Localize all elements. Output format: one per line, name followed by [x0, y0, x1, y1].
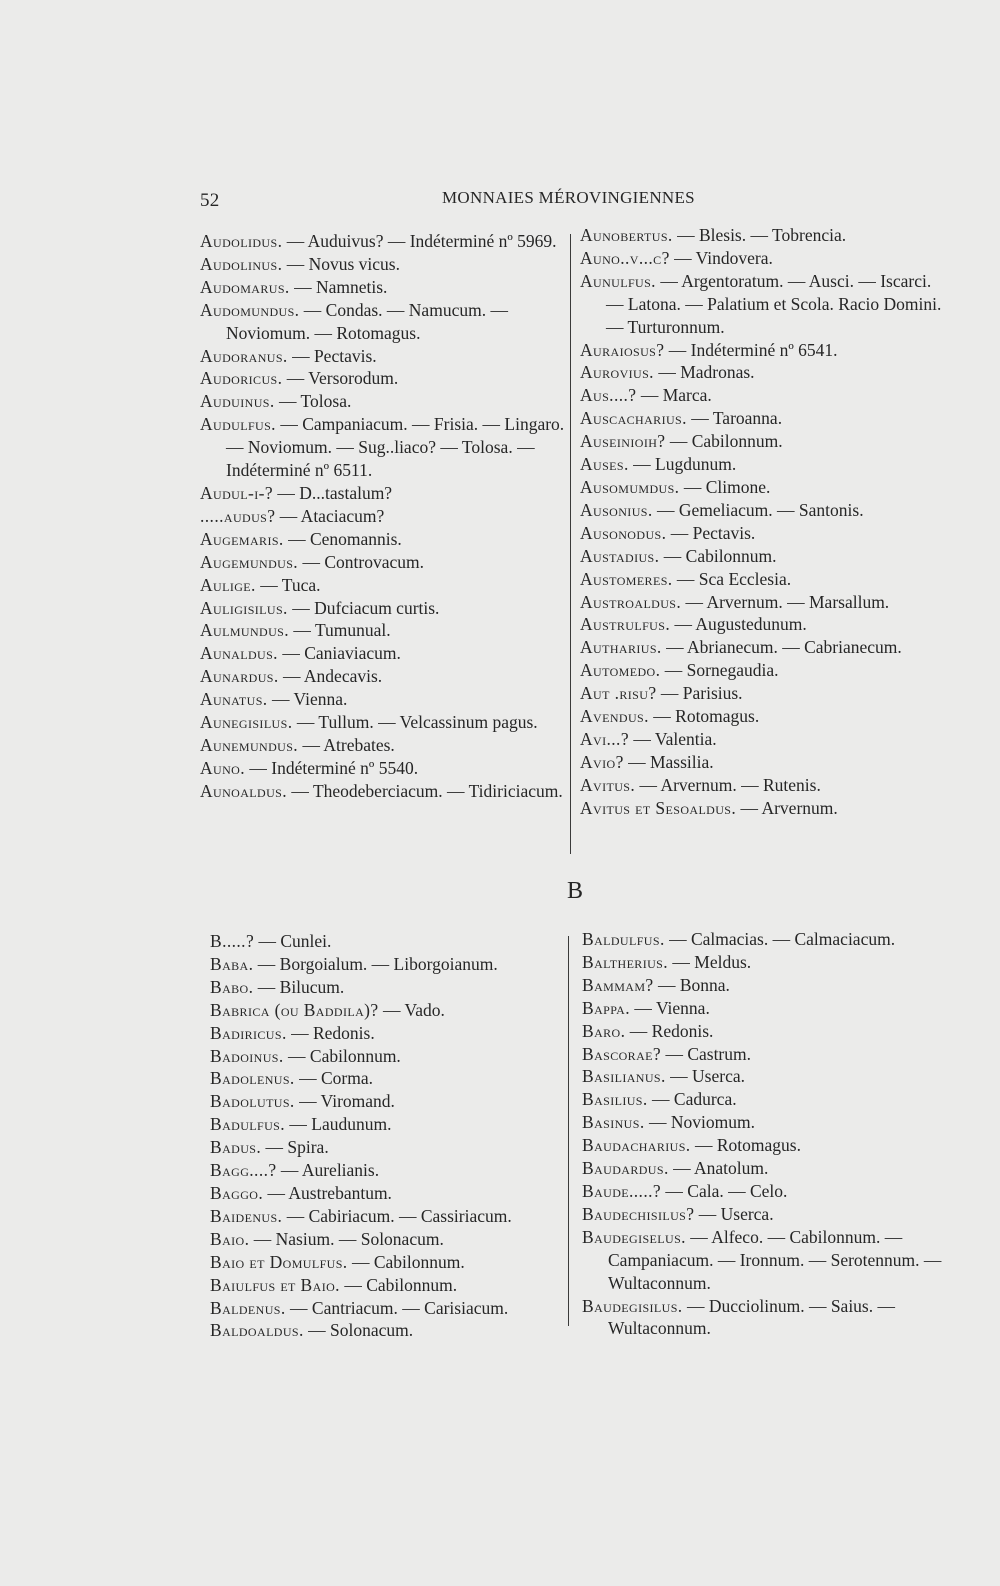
column-b-entries	[580, 224, 945, 820]
mint-locations: — Bonna.	[653, 974, 730, 995]
index-entry	[582, 1157, 947, 1180]
moneyer-name: Baldenus.	[210, 1297, 286, 1318]
mint-locations: — Augustedunum.	[670, 614, 807, 635]
index-entry	[200, 551, 570, 574]
mint-locations: — Theodeberciacum. — Tidiriciacum.	[287, 780, 563, 801]
moneyer-name: Aunatus.	[200, 689, 268, 710]
mint-locations: — Cunlei.	[254, 931, 332, 951]
index-entry	[582, 928, 947, 951]
moneyer-name: Bascorae?	[582, 1043, 662, 1064]
index-entry	[580, 476, 945, 499]
mint-locations: — Austrebantum.	[263, 1182, 392, 1203]
moneyer-name: Baudegisilus.	[582, 1295, 683, 1316]
mint-locations: — Sornegaudia.	[660, 660, 779, 681]
index-entry	[200, 528, 570, 551]
index-entry	[200, 734, 570, 757]
mint-locations: — Tuca.	[255, 574, 321, 595]
column-a-entries	[200, 230, 570, 803]
moneyer-name: Audul-i-?	[200, 482, 273, 503]
index-entry	[582, 1203, 947, 1226]
moneyer-name: Auno.	[200, 757, 246, 778]
moneyer-name: Auseinioih?	[580, 431, 666, 452]
moneyer-name: Bammam?	[582, 974, 654, 995]
mint-locations: — Userca.	[694, 1203, 774, 1224]
index-entry	[210, 1136, 580, 1159]
mint-locations: — Indéterminé nº 6541.	[664, 339, 838, 360]
index-entry	[580, 568, 945, 591]
index-entry	[210, 953, 580, 976]
moneyer-name: B.....?	[210, 931, 255, 951]
mint-locations: — Arvernum. — Marsallum.	[681, 591, 890, 612]
mint-locations: — Redonis.	[286, 1022, 375, 1043]
moneyer-name: Baudardus.	[582, 1158, 669, 1179]
index-entry	[582, 1088, 947, 1111]
moneyer-name: Autharius.	[580, 637, 662, 658]
mint-locations: — Cantriacum. — Carisiacum.	[285, 1297, 509, 1318]
index-entry	[580, 361, 945, 384]
mint-locations: — Laudunum.	[285, 1114, 392, 1135]
moneyer-name: Badoinus.	[210, 1045, 284, 1066]
mint-locations: — Spira.	[261, 1137, 329, 1158]
index-entry	[580, 728, 945, 751]
page-number: 52	[200, 190, 220, 211]
index-entry	[210, 1159, 580, 1182]
moneyer-name: Auraiosus?	[580, 339, 665, 360]
mint-locations: — Abrianecum. — Cabrianecum.	[661, 637, 902, 658]
index-entry	[200, 642, 570, 665]
moneyer-name: Austrulfus.	[580, 614, 671, 635]
moneyer-name: Aulige.	[200, 574, 256, 595]
moneyer-name: Augemundus.	[200, 551, 299, 572]
index-entry	[210, 1251, 580, 1274]
moneyer-name: Audomundus.	[200, 299, 300, 320]
moneyer-name: Auduinus.	[200, 391, 275, 412]
mint-locations: — Borgoialum. — Liborgoianum.	[253, 953, 498, 974]
mint-locations: — D...tastalum?	[273, 482, 393, 503]
index-entry	[582, 1065, 947, 1088]
mint-locations: — Userca.	[665, 1066, 745, 1087]
index-entry	[580, 384, 945, 407]
index-entry	[582, 1226, 947, 1295]
moneyer-name: Aunegisilus.	[200, 712, 293, 733]
moneyer-name: Avitus.	[580, 774, 636, 795]
moneyer-name: Aus....?	[580, 385, 637, 406]
running-title: MONNAIES MÉROVINGIENNES	[442, 188, 695, 207]
moneyer-name: Ausomumdus.	[580, 476, 680, 497]
index-entry	[210, 1182, 580, 1205]
mint-locations: — Blesis. — Tobrencia.	[672, 225, 847, 245]
mint-locations: — Arvernum. — Rutenis.	[635, 774, 821, 795]
moneyer-name: Audolidus.	[200, 231, 283, 251]
moneyer-name: Avitus et Sesoaldus.	[580, 797, 737, 818]
mint-locations: — Massilia.	[623, 751, 714, 772]
index-entry	[580, 224, 945, 247]
mint-locations: — Vienna.	[630, 997, 710, 1018]
index-entry	[200, 299, 570, 345]
moneyer-name: Aunoaldus.	[200, 780, 288, 801]
moneyer-name: Baltherius.	[582, 951, 669, 972]
moneyer-name: Aut .risu?	[580, 683, 657, 704]
mint-locations: — Marca.	[636, 385, 712, 406]
mint-locations: — Cabilonnum.	[347, 1251, 465, 1272]
mint-locations: — Aurelianis.	[276, 1160, 380, 1181]
moneyer-name: Audomarus.	[200, 276, 290, 297]
index-entry	[200, 574, 570, 597]
index-entry	[582, 1020, 947, 1043]
index-entry	[582, 974, 947, 997]
mint-locations: — Indéterminé nº 5540.	[245, 757, 419, 778]
mint-locations: — Cadurca.	[647, 1089, 737, 1110]
mint-locations: — Solonacum.	[303, 1320, 414, 1341]
moneyer-name: Baio.	[210, 1228, 250, 1249]
index-entry	[580, 247, 945, 270]
column-divider-bottom	[568, 936, 569, 1326]
moneyer-name: Audoranus.	[200, 345, 288, 366]
mint-locations: — Dufciacum curtis.	[287, 597, 440, 618]
mint-locations: — Taroanna.	[686, 408, 783, 429]
index-entry	[200, 367, 570, 390]
mint-locations: — Campaniacum. — Frisia. — Lingaro. — Noviomum. — Sug..liaco? — Tolosa. — Indéterminé nº 6511.	[226, 414, 565, 481]
index-entry	[200, 482, 570, 505]
moneyer-name: Aulmundus.	[200, 620, 290, 641]
index-entry	[210, 1319, 580, 1342]
index-entry	[200, 413, 570, 482]
index-entry	[582, 1043, 947, 1066]
index-entry	[580, 774, 945, 797]
index-entry	[582, 1295, 947, 1341]
index-entry	[580, 499, 945, 522]
moneyer-name: Babo.	[210, 976, 254, 997]
moneyer-name: Auscacharius.	[580, 408, 687, 429]
moneyer-name: Audolinus.	[200, 253, 283, 274]
moneyer-name: Aunemundus.	[200, 734, 299, 755]
mint-locations: — Anatolum.	[668, 1158, 769, 1179]
moneyer-name: Austomeres.	[580, 568, 673, 589]
index-entry	[210, 1067, 580, 1090]
mint-locations: — Tumunual.	[289, 620, 391, 641]
index-entry	[200, 665, 570, 688]
moneyer-name: Baidenus.	[210, 1205, 283, 1226]
mint-locations: — Condas. — Namucum. — Noviomum. — Rotomagus.	[226, 299, 508, 343]
moneyer-name: Automedo.	[580, 660, 661, 681]
index-entry	[200, 345, 570, 368]
mint-locations: — Climone.	[679, 476, 771, 497]
index-entry	[200, 780, 570, 803]
mint-locations: — Vienna.	[267, 689, 348, 710]
moneyer-name: Aunaldus.	[200, 643, 278, 664]
moneyer-name: .....audus?	[200, 505, 276, 526]
mint-locations: — Calmacias. — Calmaciacum.	[664, 929, 896, 949]
mint-locations: — Tullum. — Velcassinum pagus.	[292, 712, 538, 733]
index-entry	[210, 1113, 580, 1136]
moneyer-name: Badiricus.	[210, 1022, 287, 1043]
mint-locations: — Ducciolinum. — Saius. — Wultaconnum.	[608, 1295, 895, 1339]
moneyer-name: Baio et Domulfus.	[210, 1251, 348, 1272]
moneyer-name: Baba.	[210, 953, 254, 974]
moneyer-name: Baldoaldus.	[210, 1320, 304, 1341]
index-entry	[580, 545, 945, 568]
mint-locations: — Argentoratum. — Ausci. — Iscarci. — Latona. — Palatium et Scola. Racio Domini. — Turturonnum.	[606, 270, 942, 337]
moneyer-name: Badolenus.	[210, 1068, 295, 1089]
index-entry	[580, 407, 945, 430]
mint-locations: — Cabilonnum.	[339, 1274, 458, 1295]
moneyer-name: Basilianus.	[582, 1066, 666, 1087]
mint-locations: — Viromand.	[294, 1091, 395, 1112]
mint-locations: — Controvacum.	[298, 551, 424, 572]
moneyer-name: Badolutus.	[210, 1091, 295, 1112]
index-entry	[200, 711, 570, 734]
moneyer-name: Avendus.	[580, 706, 649, 727]
moneyer-name: Baggo.	[210, 1182, 264, 1203]
index-entry	[580, 522, 945, 545]
moneyer-name: Baudechisilus?	[582, 1203, 695, 1224]
page-header	[200, 186, 700, 216]
mint-locations: — Andecavis.	[278, 666, 383, 687]
index-entry	[200, 688, 570, 711]
index-entry	[580, 270, 945, 339]
index-entry	[580, 591, 945, 614]
index-entry	[582, 1134, 947, 1157]
mint-locations: — Tolosa.	[274, 391, 352, 412]
index-entry	[582, 1180, 947, 1203]
index-entry	[580, 613, 945, 636]
moneyer-name: Baldulfus.	[582, 929, 665, 949]
mint-locations: — Lugdunum.	[628, 454, 737, 475]
mint-locations: — Cabiriacum. — Cassiriacum.	[282, 1205, 512, 1226]
mint-locations: — Cabilonnum.	[283, 1045, 401, 1066]
index-entry	[580, 705, 945, 728]
mint-locations: — Cabilonnum.	[665, 431, 783, 452]
mint-locations: — Vado.	[378, 999, 445, 1020]
index-entry	[580, 339, 945, 362]
index-entry	[200, 757, 570, 780]
column-d-entries	[582, 928, 947, 1340]
mint-locations: — Novus vicus.	[282, 253, 400, 274]
index-entry	[210, 930, 580, 953]
mint-locations: — Alfeco. — Cabilonnum. — Campaniacum. — Ironnum. — Serotennum. — Wultaconnum.	[608, 1226, 942, 1293]
moneyer-name: Auno..v...c?	[580, 247, 670, 268]
moneyer-name: Baude.....?	[582, 1180, 662, 1201]
mint-locations: — Cala. — Celo.	[661, 1180, 788, 1201]
moneyer-name: Basilius.	[582, 1089, 648, 1110]
index-entry	[580, 797, 945, 820]
mint-locations: — Ataciacum?	[275, 505, 385, 526]
moneyer-name: Babrica (ou Baddila)?	[210, 999, 379, 1020]
moneyer-name: Aunobertus.	[580, 225, 673, 245]
mint-locations: — Meldus.	[668, 951, 752, 972]
index-entry	[580, 453, 945, 476]
mint-locations: — Sca Ecclesia.	[672, 568, 792, 589]
mint-locations: — Pectavis.	[666, 522, 756, 543]
moneyer-name: Aurovius.	[580, 362, 654, 383]
index-entry	[210, 999, 580, 1022]
moneyer-name: Ausonius.	[580, 499, 653, 520]
column-c-entries	[210, 930, 580, 1342]
mint-locations: — Nasium. — Solonacum.	[249, 1228, 444, 1249]
index-entry	[210, 1045, 580, 1068]
index-entry	[582, 951, 947, 974]
mint-locations: — Castrum.	[661, 1043, 751, 1064]
mint-locations: — Rotomagus.	[690, 1135, 801, 1156]
mint-locations: — Valentia.	[629, 728, 717, 749]
moneyer-name: Austadius.	[580, 545, 660, 566]
index-entry	[580, 751, 945, 774]
mint-locations: — Vindovera.	[669, 247, 773, 268]
moneyer-name: Avio?	[580, 751, 624, 772]
moneyer-name: Baiulfus et Baio.	[210, 1274, 340, 1295]
index-entry	[210, 1274, 580, 1297]
mint-locations: — Noviomum.	[644, 1112, 755, 1133]
index-entry	[200, 619, 570, 642]
mint-locations: — Atrebates.	[298, 734, 395, 755]
mint-locations: — Madronas.	[653, 362, 755, 383]
index-entry	[200, 597, 570, 620]
mint-locations: — Cenomannis.	[283, 528, 402, 549]
index-entry	[200, 390, 570, 413]
index-entry	[582, 997, 947, 1020]
index-entry	[580, 682, 945, 705]
mint-locations: — Namnetis.	[289, 276, 388, 297]
mint-locations: — Auduivus? — Indéterminé nº 5969.	[282, 231, 557, 251]
section-letter: B	[566, 878, 583, 904]
index-entry	[580, 636, 945, 659]
moneyer-name: Augemaris.	[200, 528, 284, 549]
mint-locations: — Redonis.	[625, 1020, 714, 1041]
moneyer-name: Auses.	[580, 454, 629, 475]
mint-locations: — Versorodum.	[282, 368, 399, 389]
moneyer-name: Avi...?	[580, 728, 629, 749]
moneyer-name: Badus.	[210, 1137, 262, 1158]
mint-locations: — Caniaviacum.	[277, 643, 401, 664]
moneyer-name: Audoricus.	[200, 368, 283, 389]
moneyer-name: Audulfus.	[200, 414, 276, 435]
index-entry	[210, 976, 580, 999]
mint-locations: — Arvernum.	[736, 797, 838, 818]
index-entry	[210, 1228, 580, 1251]
mint-locations: — Parisius.	[656, 683, 743, 704]
index-entry	[200, 276, 570, 299]
moneyer-name: Badulfus.	[210, 1114, 285, 1135]
moneyer-name: Bappa.	[582, 997, 631, 1018]
moneyer-name: Auligisilus.	[200, 597, 288, 618]
index-entry	[200, 505, 570, 528]
index-entry	[210, 1205, 580, 1228]
index-entry	[210, 1297, 580, 1320]
moneyer-name: Bagg....?	[210, 1160, 277, 1181]
index-entry	[200, 253, 570, 276]
moneyer-name: Baro.	[582, 1020, 626, 1041]
moneyer-name: Baudacharius.	[582, 1135, 691, 1156]
index-entry	[580, 430, 945, 453]
index-entry	[580, 659, 945, 682]
mint-locations: — Cabilonnum.	[659, 545, 777, 566]
mint-locations: — Gemeliacum. — Santonis.	[652, 499, 864, 520]
moneyer-name: Austroaldus.	[580, 591, 682, 612]
column-divider-top	[570, 234, 571, 854]
index-entry	[210, 1090, 580, 1113]
mint-locations: — Pectavis.	[287, 345, 377, 366]
mint-locations: — Bilucum.	[253, 976, 345, 997]
moneyer-name: Aunulfus.	[580, 270, 656, 291]
moneyer-name: Basinus.	[582, 1112, 645, 1133]
index-entry	[210, 1022, 580, 1045]
moneyer-name: Aunardus.	[200, 666, 279, 687]
moneyer-name: Baudegiselus.	[582, 1226, 686, 1247]
moneyer-name: Ausonodus.	[580, 522, 667, 543]
mint-locations: — Corma.	[294, 1068, 373, 1089]
mint-locations: — Rotomagus.	[648, 706, 760, 727]
index-entry	[200, 230, 570, 253]
index-entry	[582, 1111, 947, 1134]
